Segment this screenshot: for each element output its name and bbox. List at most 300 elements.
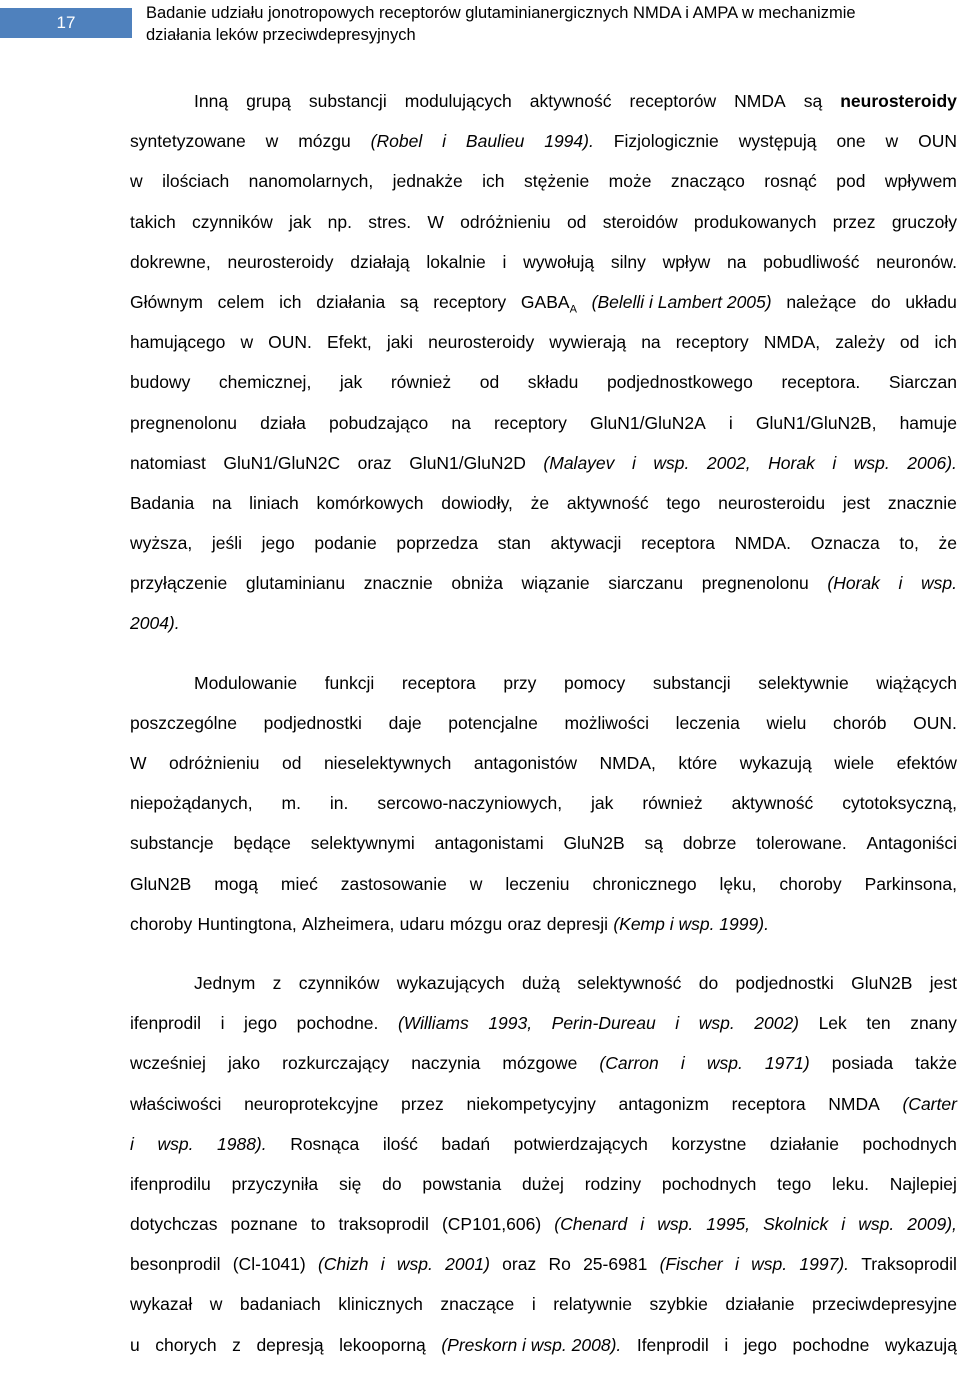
- word: jak: [339, 372, 363, 393]
- word: jak: [289, 211, 312, 232]
- word: Lek: [818, 1013, 847, 1034]
- word: receptory: [433, 291, 507, 312]
- word: Efekt,: [326, 332, 372, 353]
- word: NMDA: [828, 1093, 880, 1114]
- word: rodziny: [584, 1173, 642, 1194]
- word: neurosteroidy: [227, 251, 334, 272]
- word: Alzheimera,: [302, 913, 395, 934]
- word: zastosowanie: [340, 873, 447, 894]
- word: selektywnie: [758, 672, 849, 693]
- word: jest: [929, 972, 957, 993]
- word: wsp.: [396, 1254, 433, 1275]
- word: na: [451, 412, 471, 433]
- text-line: [130, 783, 957, 823]
- word: OUN.: [913, 712, 957, 733]
- word: do: [698, 972, 719, 993]
- word: podjednostki: [735, 972, 834, 993]
- word: wywierają: [549, 332, 627, 353]
- word: działają: [350, 251, 410, 272]
- word: chorób: [833, 712, 887, 733]
- word: i: [832, 452, 837, 473]
- word: jako: [227, 1053, 261, 1074]
- citation: (Fischer: [659, 1254, 723, 1275]
- citation: (Robel: [370, 131, 423, 152]
- word: pobudzająco: [329, 412, 429, 433]
- word: może: [608, 171, 652, 192]
- word: liniach: [249, 492, 299, 513]
- word: w: [265, 131, 279, 152]
- word: 2009),: [907, 1214, 957, 1235]
- word: występują: [738, 131, 817, 152]
- word: działanie: [725, 1294, 795, 1315]
- word: przez: [832, 211, 876, 232]
- word: lęku,: [719, 873, 757, 894]
- word: do: [382, 1173, 402, 1194]
- word: Modulowanie: [194, 672, 298, 693]
- word: i: [724, 1334, 729, 1355]
- word: Jednym: [194, 972, 256, 993]
- body-text: [130, 81, 957, 1384]
- word: funkcji: [324, 672, 375, 693]
- word: receptora: [731, 1093, 806, 1114]
- word: znany: [910, 1013, 957, 1034]
- word: pochodnych: [661, 1173, 757, 1194]
- word: znacznie: [887, 492, 957, 513]
- word: poszczególne: [130, 712, 238, 733]
- word: leku.: [832, 1173, 869, 1194]
- word: i: [640, 1214, 645, 1235]
- word: Oznacza: [810, 533, 880, 554]
- word: dużej: [522, 1173, 564, 1194]
- word: depresją: [256, 1334, 324, 1355]
- word: że: [530, 492, 550, 513]
- word: niepożądanych,: [130, 793, 253, 814]
- word: właściwości: [130, 1093, 222, 1114]
- word: glutaminianu: [245, 573, 346, 594]
- word: NMDA,: [763, 332, 821, 353]
- word: antagonistów: [473, 753, 577, 773]
- word: (CP101,606): [441, 1214, 542, 1235]
- word: poznane: [230, 1214, 298, 1235]
- text-line: [130, 663, 957, 703]
- word: neuronów.: [876, 251, 957, 272]
- text-line: [130, 202, 957, 242]
- word: jest: [842, 492, 871, 513]
- word: poprzedza: [396, 533, 479, 554]
- word: i: [898, 573, 903, 594]
- word: potencjalne: [448, 712, 538, 733]
- word: W: [427, 211, 444, 232]
- word: to,: [899, 533, 919, 554]
- word: podjednostki: [263, 712, 362, 733]
- word: wsp.: [853, 452, 890, 473]
- word: korzystne: [671, 1133, 747, 1154]
- word: chorych: [155, 1334, 217, 1355]
- word: odróżnieniu: [169, 753, 260, 773]
- word: wykazują: [884, 1334, 957, 1355]
- word: działa: [260, 412, 306, 433]
- word: wsp.: [653, 452, 690, 473]
- word: i: [531, 1294, 536, 1315]
- word: i: [680, 1053, 685, 1074]
- word: choroby: [779, 873, 842, 894]
- text-line: [130, 1164, 957, 1204]
- text-line: [130, 703, 957, 743]
- word: na: [211, 492, 232, 513]
- word: podjednostkowego: [606, 372, 753, 393]
- word: na: [726, 251, 747, 272]
- word: szybkie: [649, 1294, 708, 1315]
- word: odróżnieniu: [460, 211, 551, 232]
- text-line: [130, 1124, 957, 1164]
- word: Inną: [194, 91, 229, 111]
- word: np.: [327, 211, 352, 232]
- citation: (Carter: [902, 1093, 957, 1114]
- word: traksoprodil: [338, 1214, 429, 1235]
- word: powstania: [422, 1173, 502, 1194]
- word: GluN2B: [130, 873, 192, 894]
- gaba-term: GABA: [520, 291, 570, 312]
- word: receptorów: [629, 91, 717, 111]
- word: GluN2B: [851, 972, 913, 993]
- text-line: [130, 403, 957, 443]
- word: besonprodil: [130, 1254, 221, 1275]
- word: wpływem: [884, 171, 957, 192]
- word: wsp.: [698, 1013, 735, 1034]
- word: ich: [482, 171, 505, 192]
- bold-term: neurosteroidy: [840, 91, 957, 111]
- word: modulujących: [404, 91, 512, 111]
- word: również: [642, 793, 703, 814]
- word: i: [220, 1013, 225, 1034]
- word: NMDA.: [734, 533, 792, 554]
- text-line: [130, 563, 957, 603]
- word: pregnenolonu: [701, 573, 809, 594]
- word: jak: [591, 793, 614, 814]
- text-line: [130, 1284, 957, 1324]
- text-line: [130, 242, 957, 282]
- word: znacząco: [670, 171, 745, 192]
- word: mózgowe: [502, 1053, 578, 1074]
- word: dokrewne,: [130, 251, 211, 272]
- word: rosnąć: [764, 171, 817, 192]
- word: czynników: [192, 211, 273, 232]
- citation: i: [130, 1133, 134, 1154]
- word: OUN.: [268, 332, 312, 353]
- word: receptory: [675, 332, 749, 353]
- word: Badania: [130, 492, 195, 513]
- word: także: [915, 1053, 957, 1074]
- word: pochodne: [792, 1334, 870, 1355]
- word: stres.: [368, 211, 412, 232]
- word: pregnenolonu: [130, 412, 238, 433]
- word: które: [678, 753, 718, 773]
- word: Głównym: [130, 291, 203, 312]
- word: Siarczan: [888, 372, 957, 393]
- word: potwierdzających: [513, 1133, 648, 1154]
- text-line: [130, 523, 957, 563]
- word: silny: [610, 251, 646, 272]
- word: udaru: [399, 913, 445, 934]
- word: od: [281, 753, 302, 773]
- word: chronicznego: [592, 873, 697, 894]
- word: GluN1/GluN2A: [590, 412, 706, 433]
- word: Baulieu: [465, 131, 525, 152]
- word: produkowanych: [693, 211, 817, 232]
- word: z: [232, 1334, 241, 1355]
- word: składu: [527, 372, 579, 393]
- word: wsp.: [920, 573, 957, 594]
- word: czynników: [298, 972, 380, 993]
- word: znacznie: [363, 573, 433, 594]
- word: selektywność: [577, 972, 682, 993]
- word: OUN: [918, 131, 957, 152]
- word: substancje: [130, 833, 214, 854]
- paragraph-neurosteroids: [130, 81, 957, 644]
- text-line: [130, 161, 957, 201]
- word: hamuje: [899, 412, 957, 433]
- word: Antagoniści: [866, 833, 957, 854]
- gaba-subscript: A: [569, 303, 577, 316]
- word: antagonizm: [618, 1093, 709, 1114]
- word: zależy: [835, 332, 885, 353]
- word: wykazujących: [396, 972, 505, 993]
- word: GluN2B: [563, 833, 625, 854]
- word: ilość: [382, 1133, 418, 1154]
- word: oraz: [507, 913, 542, 934]
- word: Perin-Dureau: [551, 1013, 656, 1034]
- word: depresji: [546, 913, 609, 934]
- word: W: [130, 753, 147, 773]
- text-line: [130, 1003, 957, 1043]
- word: wiążących: [876, 672, 957, 693]
- word: Traksoprodil: [861, 1254, 957, 1275]
- word: syntetyzowane: [130, 131, 246, 152]
- word: i: [380, 1254, 385, 1275]
- word: wpływ: [662, 251, 711, 272]
- word: od: [899, 332, 920, 353]
- word: na: [641, 332, 661, 353]
- word: Parkinsona,: [864, 873, 957, 894]
- word: przyłączenie: [130, 573, 228, 594]
- word: i: [675, 1013, 680, 1034]
- word: 1995,: [706, 1214, 751, 1235]
- word: i: [841, 1214, 846, 1235]
- word: ich: [279, 291, 302, 312]
- word: Skolnick: [763, 1214, 829, 1235]
- word: receptory: [493, 412, 567, 433]
- word: substancji: [308, 91, 387, 111]
- citation: (Kemp i wsp. 1999).: [613, 913, 769, 934]
- word: one: [836, 131, 866, 152]
- word: leczenia: [675, 712, 740, 733]
- citation: (Preskorn i wsp. 2008).: [441, 1334, 622, 1355]
- word: relatywnie: [553, 1294, 633, 1315]
- word: w: [469, 873, 483, 894]
- word: wyższa,: [130, 533, 193, 554]
- word: jego: [244, 1013, 278, 1034]
- word: posiada: [831, 1053, 894, 1074]
- text-line: [130, 362, 957, 402]
- word: i: [502, 251, 507, 272]
- word: w: [885, 131, 899, 152]
- text-line: [130, 121, 957, 161]
- word: w: [209, 1294, 223, 1315]
- word: Rosnąca: [290, 1133, 360, 1154]
- word: receptora: [641, 533, 716, 554]
- word: mogą: [214, 873, 258, 894]
- citation: (Chenard: [554, 1214, 628, 1235]
- word: ten: [866, 1013, 891, 1034]
- text-line: [130, 904, 957, 944]
- word: tolerowane.: [756, 833, 847, 854]
- word: takich: [130, 211, 176, 232]
- word: dotychczas: [130, 1214, 218, 1235]
- word: leczeniu: [505, 873, 570, 894]
- word: obniża: [451, 573, 503, 594]
- word: siarczanu: [608, 573, 684, 594]
- word: wykazują: [739, 753, 812, 773]
- word: jaki: [386, 332, 414, 353]
- word: nieselektywnych: [323, 753, 452, 773]
- running-header: [146, 2, 956, 46]
- word: budowy: [130, 372, 191, 393]
- word: od: [566, 211, 587, 232]
- word: stężenie: [524, 171, 590, 192]
- word: wykazał: [130, 1294, 193, 1315]
- word: jednakże: [392, 171, 463, 192]
- word: chemicznej,: [218, 372, 312, 393]
- word: steroidów: [602, 211, 678, 232]
- paragraph-ifenprodil: [130, 963, 957, 1365]
- word: komórkowych: [316, 492, 424, 513]
- word: wsp.: [157, 1133, 194, 1154]
- word: dużą: [522, 972, 560, 993]
- word: wsp.: [706, 1053, 743, 1074]
- word: Huntingtona,: [197, 913, 297, 934]
- text-line: [130, 823, 957, 863]
- word: oraz: [502, 1254, 537, 1275]
- word: 1993,: [488, 1013, 533, 1034]
- word: substancji: [652, 672, 731, 693]
- word: do: [871, 291, 891, 312]
- word: pod: [836, 171, 866, 192]
- word: naczynia: [411, 1053, 481, 1074]
- word: że: [938, 533, 957, 554]
- word: podanie: [314, 533, 377, 554]
- text-line: [130, 1204, 957, 1244]
- page-number-badge: 17: [0, 8, 132, 38]
- word: mózgu: [298, 131, 351, 152]
- word: możliwości: [564, 712, 650, 733]
- citation: (Chizh: [317, 1254, 369, 1275]
- word: niekompetycyjny: [466, 1093, 596, 1114]
- word: GluN1/GluN2C: [223, 452, 341, 473]
- text-line: [130, 743, 957, 783]
- text-line: [130, 603, 957, 643]
- citation: (Belelli i Lambert 2005): [591, 291, 772, 312]
- word: dobrze: [682, 833, 737, 854]
- word: celem: [217, 291, 265, 312]
- text-line: [130, 443, 957, 483]
- word: GluN1/GluN2D: [409, 452, 526, 473]
- word: stan: [497, 533, 531, 554]
- word: przeciwdepresyjne: [812, 1294, 957, 1315]
- text-line: [130, 1244, 957, 1284]
- word: są: [803, 91, 823, 111]
- word: aktywność: [566, 492, 649, 513]
- word: przy: [503, 672, 537, 693]
- word: 1994).: [544, 131, 594, 152]
- word: od: [479, 372, 500, 393]
- word: wywołują: [523, 251, 595, 272]
- word: dowiodły,: [441, 492, 513, 513]
- word: układu: [905, 291, 957, 312]
- citation: (Horak: [827, 573, 880, 594]
- word: rozkurczający: [282, 1053, 390, 1074]
- word: wsp.: [751, 1254, 788, 1275]
- word: neuroprotekcyjne: [244, 1093, 379, 1114]
- text-line: [130, 282, 957, 322]
- word: i: [631, 452, 636, 473]
- word: aktywność: [529, 91, 612, 111]
- word: i: [728, 412, 733, 433]
- text-line: [130, 483, 957, 523]
- word: m.: [281, 793, 301, 814]
- word: tego: [777, 1173, 812, 1194]
- word: i: [442, 131, 447, 152]
- text-line: [130, 864, 957, 904]
- word: znaczące: [440, 1294, 515, 1315]
- word: również: [390, 372, 452, 393]
- word: gruczoły: [891, 211, 957, 232]
- word: 2002,: [706, 452, 751, 473]
- word: in.: [329, 793, 349, 814]
- word: neurosteroidu: [718, 492, 826, 513]
- word: natomiast: [130, 452, 206, 473]
- word: nanomolarnych,: [248, 171, 374, 192]
- word: 2006).: [907, 452, 957, 473]
- word: wiązanie: [521, 573, 590, 594]
- word: są: [644, 833, 664, 854]
- word: neurosteroidy: [428, 332, 535, 353]
- word: z: [272, 972, 282, 993]
- word: 1971): [764, 1053, 810, 1074]
- word: działania: [316, 291, 386, 312]
- word: NMDA: [734, 91, 786, 111]
- word: aktywność: [731, 793, 814, 814]
- word: wiele: [834, 753, 875, 773]
- word: sercowo-naczyniowych,: [377, 793, 563, 814]
- word: będące: [233, 833, 291, 854]
- header-title-line-1: Badanie udziału jonotropowych receptorów glutaminianergicznych NMDA i AMPA w mechanizmie: [146, 4, 856, 22]
- word: wielu: [766, 712, 807, 733]
- word: oraz: [357, 452, 392, 473]
- text-line: [130, 963, 957, 1003]
- word: u: [130, 1334, 140, 1355]
- word: w: [130, 171, 143, 192]
- word: mieć: [280, 873, 318, 894]
- word: pochodnych: [862, 1133, 957, 1154]
- word: hamującego: [130, 332, 226, 353]
- word: receptora: [401, 672, 476, 693]
- word: efektów: [896, 753, 957, 773]
- text-line: [130, 1325, 957, 1365]
- word: są: [400, 291, 419, 312]
- word: badaniach: [239, 1294, 321, 1315]
- text-line: [130, 1084, 957, 1124]
- text-line: [130, 1043, 957, 1083]
